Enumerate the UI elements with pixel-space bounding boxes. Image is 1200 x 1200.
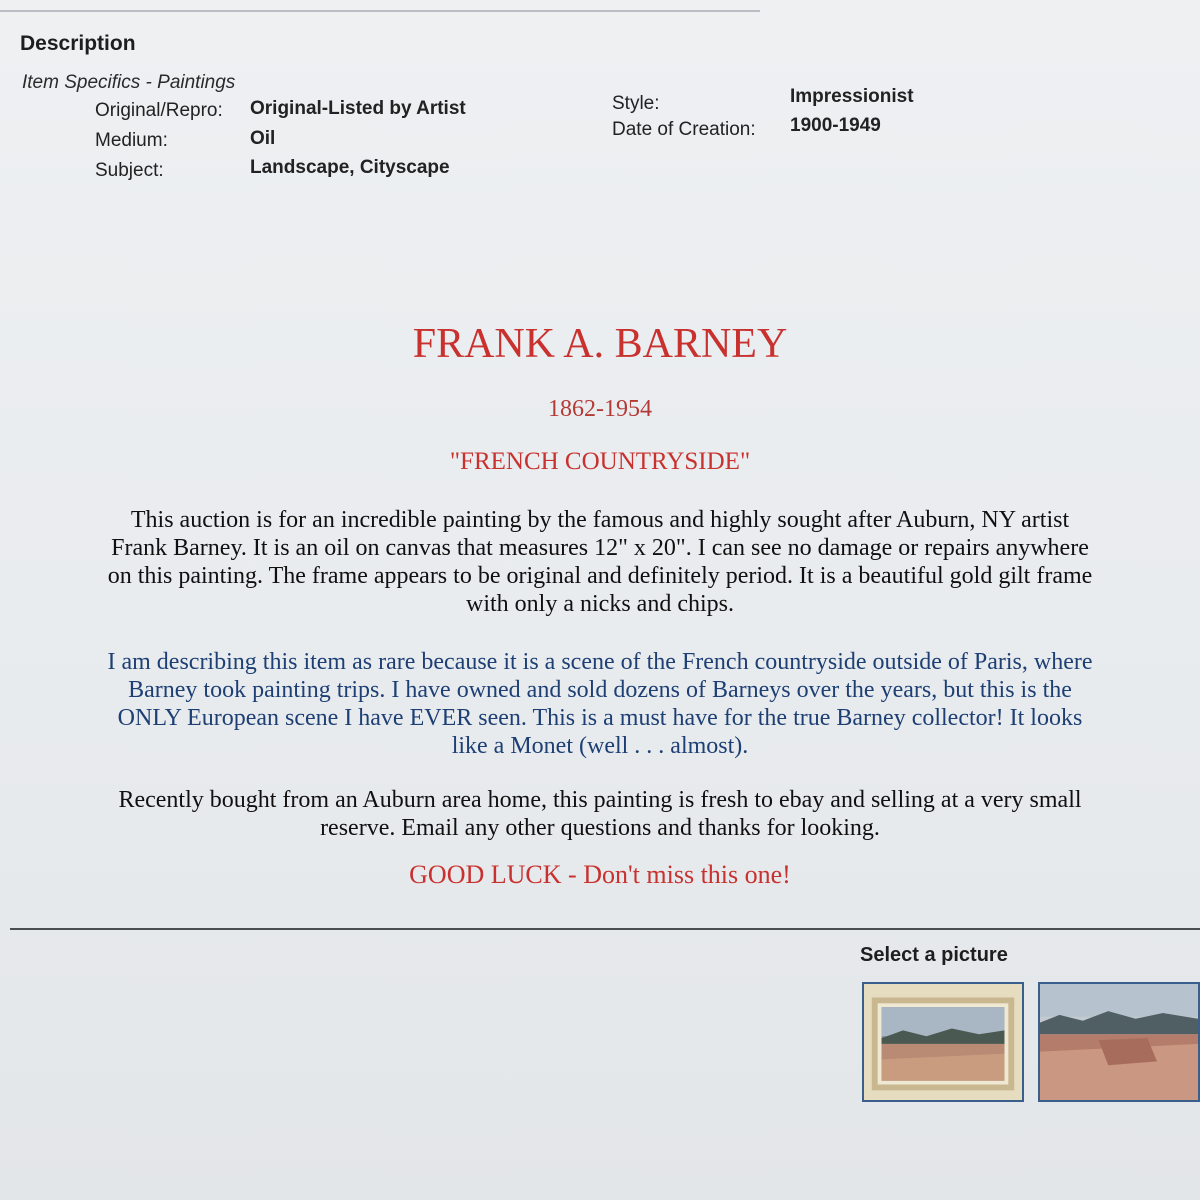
spec-key-subject: Subject: <box>95 160 164 181</box>
item-specifics-label: Item Specifics - Paintings <box>22 72 236 93</box>
description-heading: Description <box>20 32 136 55</box>
spec-key-date-of-creation: Date of Creation: <box>612 119 756 140</box>
paragraph-condition <box>20 506 1180 618</box>
select-picture-label: Select a picture <box>860 944 1008 966</box>
spec-key-original-repro: Original/Repro: <box>95 100 223 121</box>
spec-value-subject: Landscape, Cityscape <box>250 157 450 178</box>
paragraph-line: I am describing this item as rare because it is a scene of the French countryside outside of Paris, where <box>107 649 1093 675</box>
framed-painting-thumbnail[interactable] <box>862 982 1024 1102</box>
paragraph-line: Recently bought from an Auburn area home, this painting is fresh to ebay and selling at a very small <box>118 787 1082 813</box>
paragraph-line: ONLY European scene I have EVER seen. This is a must have for the true Barney collector! It looks <box>117 705 1083 731</box>
top-divider <box>0 0 760 12</box>
paragraph-line: Barney took painting trips. I have owned and sold dozens of Barneys over the years, but this is the <box>128 677 1072 703</box>
painting-title: "FRENCH COUNTRYSIDE" <box>449 448 751 475</box>
painting-closeup-thumbnail[interactable] <box>1038 982 1200 1102</box>
closing-line: GOOD LUCK - Don't miss this one! <box>409 860 791 889</box>
spec-value-original-repro: Original-Listed by Artist <box>250 98 466 119</box>
paragraph-line: reserve. Email any other questions and thanks for looking. <box>320 815 880 841</box>
artist-name: FRANK A. BARNEY <box>412 321 788 367</box>
painting-closeup-image <box>1040 984 1198 1100</box>
paragraph-line: This auction is for an incredible painting by the famous and highly sought after Auburn, NY artist <box>130 507 1070 533</box>
spec-value-date-of-creation: 1900-1949 <box>790 115 881 136</box>
spec-value-medium: Oil <box>250 128 276 149</box>
paragraph-provenance <box>20 786 1180 842</box>
paragraph-line: Frank Barney. It is an oil on canvas that measures 12" x 20". I can see no damage or repairs anywhere <box>111 535 1089 561</box>
spec-key-style: Style: <box>612 93 660 114</box>
paragraph-rarity <box>20 648 1180 760</box>
spec-value-style: Impressionist <box>790 86 914 107</box>
framed-painting-image <box>864 984 1022 1100</box>
spec-key-medium: Medium: <box>95 130 168 151</box>
paragraph-line: like a Monet (well . . . almost). <box>451 733 749 759</box>
artist-dates: 1862-1954 <box>548 396 652 422</box>
paragraph-line: on this painting. The frame appears to be original and definitely period. It is a beautiful gold gilt frame <box>107 563 1093 589</box>
section-divider <box>10 928 1200 930</box>
paragraph-line: with only a nicks and chips. <box>466 591 734 617</box>
